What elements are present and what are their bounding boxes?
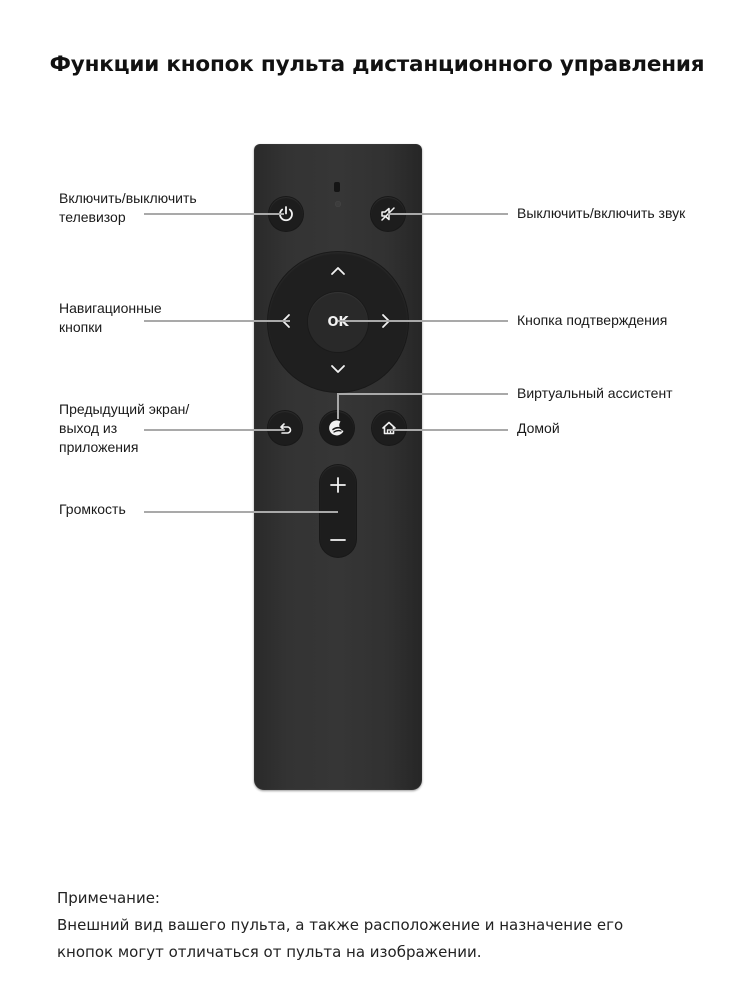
home-icon <box>380 419 398 437</box>
plus-icon[interactable] <box>328 475 348 495</box>
label-navigation: Навигационные кнопки <box>59 300 162 335</box>
ir-window <box>334 182 340 192</box>
callout-line-assistant-drop <box>337 393 339 419</box>
chevron-down-icon[interactable] <box>329 362 347 376</box>
page-title: Функции кнопок пульта дистанционного управления <box>49 52 705 77</box>
label-volume: Громкость <box>59 501 126 517</box>
ok-button[interactable]: OK <box>308 292 368 352</box>
label-home: Домой <box>517 420 560 436</box>
note-heading: Примечание: <box>57 889 160 907</box>
chevron-up-icon[interactable] <box>329 264 347 278</box>
minus-icon[interactable] <box>328 530 348 550</box>
back-button[interactable] <box>268 411 302 445</box>
callout-line-navigation <box>144 320 290 322</box>
label-back: Предыдущий экран/ выход из приложения <box>59 401 190 455</box>
callout-line-volume <box>144 511 338 513</box>
callout-line-mute <box>388 213 508 215</box>
home-button[interactable] <box>372 411 406 445</box>
note-text-line-1: Внешний вид вашего пульта, а также расположение и назначение его <box>57 916 624 934</box>
assistant-icon <box>326 417 348 439</box>
note-text-line-2: кнопок могут отличаться от пульта на изображении. <box>57 943 482 961</box>
callout-line-assistant <box>338 393 508 395</box>
label-assistant: Виртуальный ассистент <box>517 385 673 401</box>
callout-line-confirm <box>338 320 508 322</box>
back-icon <box>276 419 294 437</box>
label-confirm: Кнопка подтверждения <box>517 312 668 328</box>
label-power: Включить/выключить телевизор <box>59 190 197 225</box>
indicator-led <box>335 201 341 207</box>
label-mute: Выключить/включить звук <box>517 205 686 221</box>
callout-line-home <box>388 429 508 431</box>
